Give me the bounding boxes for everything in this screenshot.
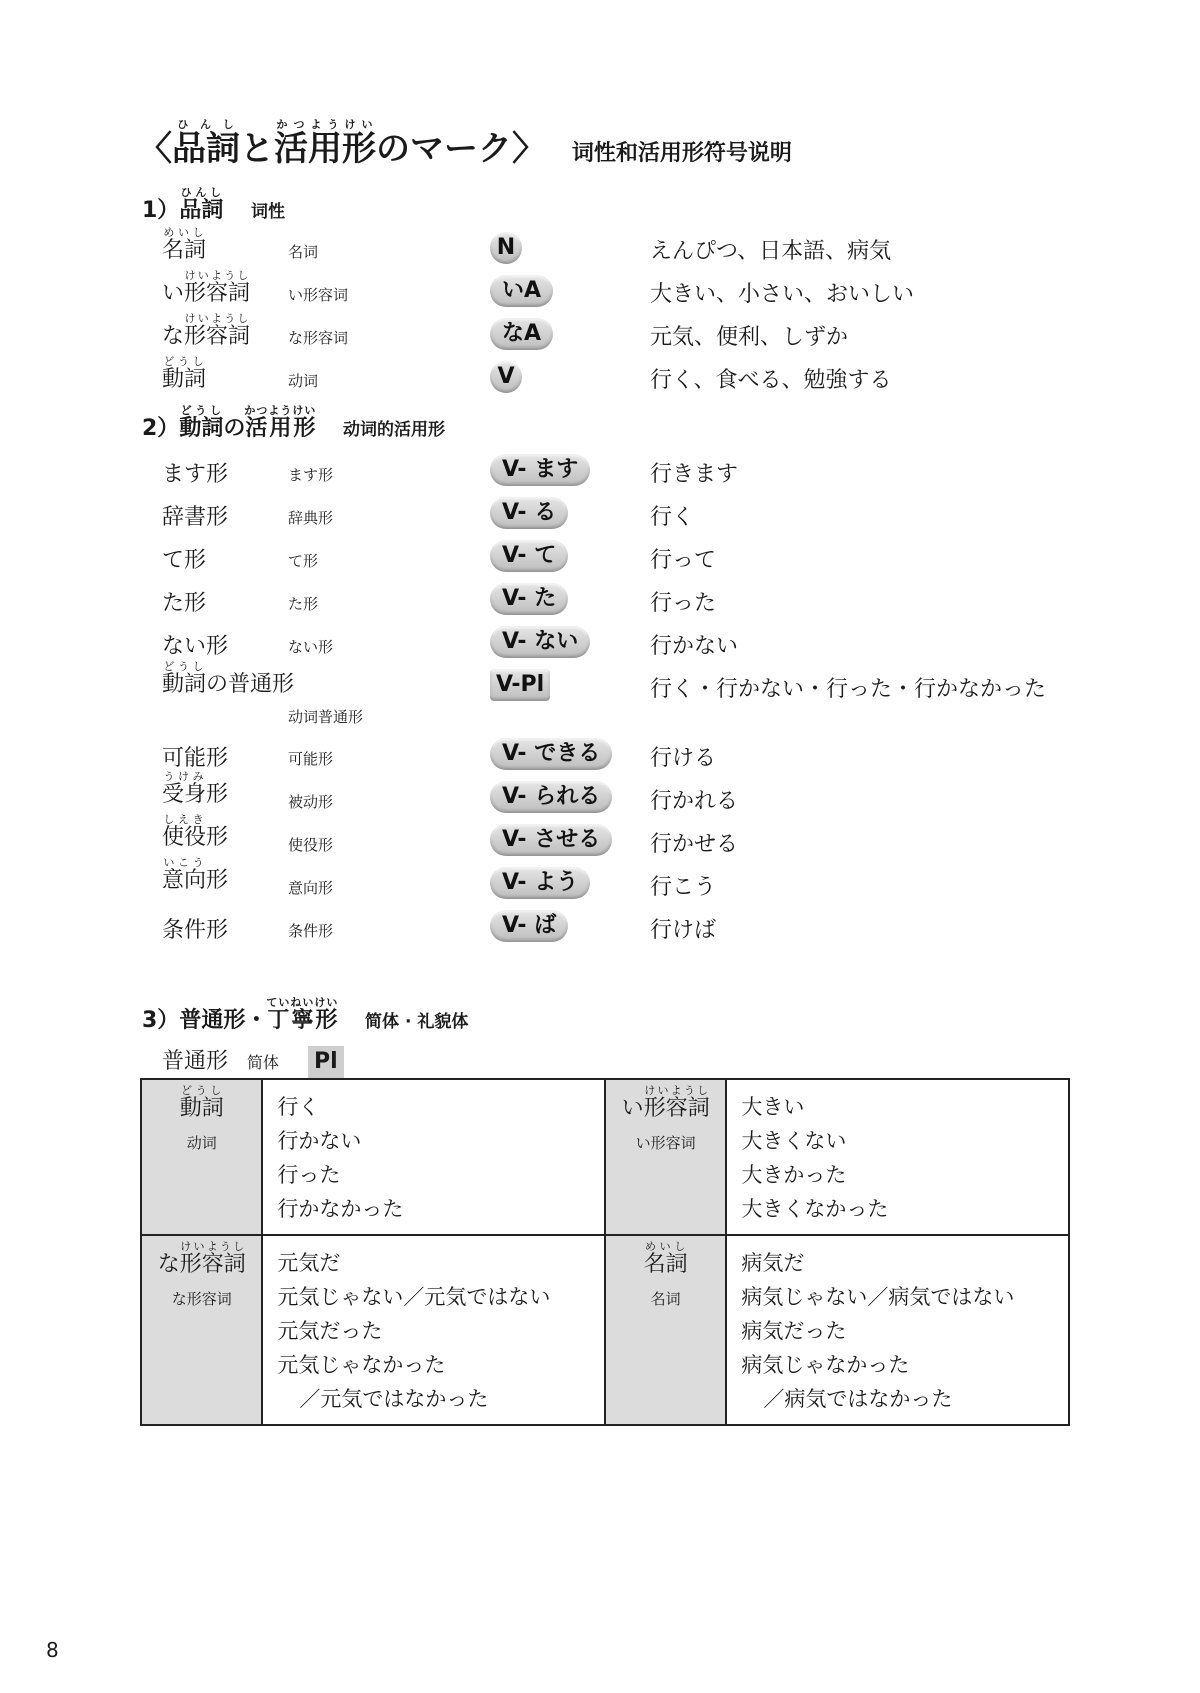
pos-zh-noun: 名词 [288,243,319,261]
title-word-katsuyoukei: 活用形かつようけい [274,118,376,169]
table-values-noun: 病気だ 病気じゃない／病気ではない 病気だった 病気じゃなかった ／病気ではなかった [726,1235,1069,1425]
verb-term-plain: 動詞どうしの普通形 [162,660,295,697]
verb-term-kanou: 可能形 [162,746,229,771]
verb-zh-ukemi: 被动形 [288,793,334,811]
verb-example-shieki: 行かせる [650,832,739,857]
pos-term-na-adj: な形容詞けいようし [162,312,251,349]
pos-term-noun: 名詞めいし [162,226,207,263]
table-head-i-adj: い形容詞けいようし い形容词 [605,1079,726,1235]
verb-term-te: て形 [162,548,207,573]
mark-badge-pl: Pl [308,1046,344,1078]
mark-badge-v: V [490,361,522,393]
mark-badge-i-a: いA [490,275,553,307]
table-values-verb: 行く 行かない 行った 行かなかった [262,1079,605,1235]
verb-example-jisho: 行く [650,505,695,530]
verb-term-ta: た形 [162,591,207,616]
verb-example-kanou: 行ける [650,746,717,771]
mark-badge-v-pl: V-Pl [490,669,550,701]
plain-form-label: 普通形 简体 Pl [162,1044,344,1078]
verb-term-masu: ます形 [162,462,229,487]
verb-term-shieki: 使役しえき形 [162,813,229,850]
verb-zh-jisho: 辞典形 [288,509,334,527]
pos-term-i-adj: い形容詞けいようし [162,269,251,306]
table-row [141,1235,1069,1425]
verb-zh-plain: 动词普通形 [288,708,364,726]
mark-badge-v-you: V- よう [490,867,590,899]
verb-term-nai: ない形 [162,634,229,659]
verb-example-masu: 行きます [650,462,739,487]
table-head-noun: 名詞めいし 名词 [605,1235,726,1425]
verb-zh-shieki: 使役形 [288,836,334,854]
table-values-na-adj: 元気だ 元気じゃない／元気ではない 元気だった 元気じゃなかった ／元気ではなかった [262,1235,605,1425]
mark-badge-v-ba: V- ば [490,910,568,942]
table-row [141,1079,1069,1235]
verb-example-ikou: 行こう [650,875,717,900]
table-values-i-adj: 大きい 大きくない 大きかった 大きくなかった [726,1079,1069,1235]
mark-badge-v-te: V- て [490,540,568,572]
mark-badge-v-nai: V- ない [490,626,590,658]
pos-example-i-adj: 大きい、小さい、おいしい [650,282,915,307]
page-title-chinese: 词性和活用形符号说明 [571,141,792,166]
verb-example-ukemi: 行かれる [650,789,739,814]
mark-badge-v-ta: V- た [490,583,568,615]
mark-badge-n: N [490,232,522,264]
section-2-heading: 2）動詞どうしの活用形かつようけい 动词的活用形 [142,404,446,441]
mark-badge-v-dekiru: V- できる [490,738,612,770]
pos-term-verb: 動詞どうし [162,355,207,392]
pos-zh-na-adj: な形容词 [288,329,349,347]
verb-zh-te: て形 [288,552,319,570]
verb-example-ta: 行った [650,591,717,616]
mark-badge-v-rareru: V- られる [490,781,612,813]
plain-forms-table [140,1078,1070,1426]
verb-term-jisho: 辞書形 [162,505,229,530]
mark-badge-v-saseru: V- させる [490,824,612,856]
verb-zh-jouken: 条件形 [288,922,334,940]
verb-term-ikou: 意向いこう形 [162,856,229,893]
pos-example-verb: 行く、食べる、勉強する [650,368,892,393]
verb-zh-ikou: 意向形 [288,879,334,897]
title-word-hinshi: 品詞ひんし [172,118,240,169]
verb-example-plain: 行く・行かない・行った・行かなかった [650,677,1047,702]
verb-term-ukemi: 受身うけみ形 [162,770,229,807]
pos-example-noun: えんぴつ、日本語、病気 [650,239,892,264]
table-head-verb: 動詞どうし 动词 [141,1079,262,1235]
verb-term-jouken: 条件形 [162,918,229,943]
section-1-heading: 1）品詞ひんし 词性 [142,186,285,223]
verb-example-jouken: 行けば [650,918,717,943]
mark-badge-v-masu: V- ます [490,454,590,486]
pos-zh-verb: 动词 [288,372,319,390]
verb-zh-nai: ない形 [288,638,334,656]
verb-example-nai: 行かない [650,634,739,659]
plain-form-zh: 简体 [247,1053,280,1072]
page-title: 〈品詞ひんしと活用形かつようけいのマーク〉 词性和活用形符号说明 [138,118,792,169]
section-3-heading: 3）普通形・丁寧形ていねいけい 简体 · 礼貌体 [142,996,469,1033]
verb-zh-ta: た形 [288,595,319,613]
mark-badge-na-a: なA [490,318,553,350]
verb-example-te: 行って [650,548,717,573]
mark-badge-v-ru: V- る [490,497,568,529]
verb-zh-masu: ます形 [288,466,334,484]
pos-example-na-adj: 元気、便利、しずか [650,325,849,350]
pos-zh-i-adj: い形容词 [288,286,349,304]
table-head-na-adj: な形容詞けいようし な形容词 [141,1235,262,1425]
page-number: 8 [46,1638,59,1662]
verb-zh-kanou: 可能形 [288,750,334,768]
